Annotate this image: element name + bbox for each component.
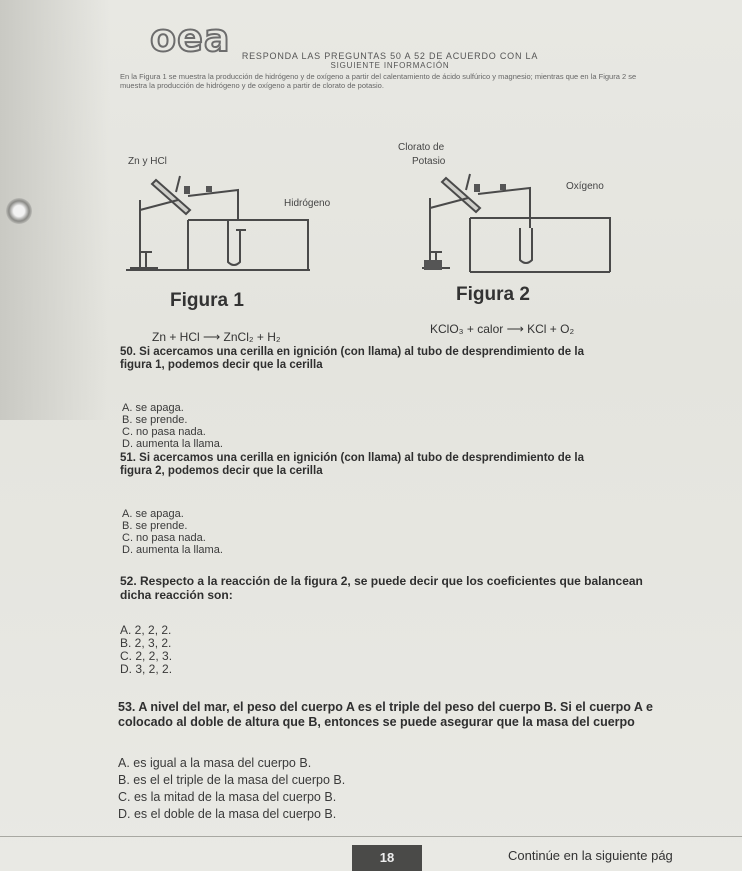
question-52-text xyxy=(120,574,643,602)
question-53-option-a: A. es igual a la masa del cuerpo B. xyxy=(118,756,312,770)
question-53-text xyxy=(118,700,653,730)
question-52-options xyxy=(120,624,172,676)
question-51-options xyxy=(122,508,223,556)
continue-note: Continúe en la siguiente pág xyxy=(508,848,673,863)
question-50-option-a: A. se apaga. xyxy=(122,402,184,414)
header-line-2: SIGUIENTE INFORMACIÓN xyxy=(330,61,450,70)
figure1-equation: Zn + HCl ⟶ ZnCl₂ + H₂ xyxy=(152,330,281,344)
question-50-options xyxy=(122,402,223,450)
question-52-option-b: B. 2, 3, 2. xyxy=(120,636,172,650)
figure1-title: Figura 1 xyxy=(170,290,244,311)
question-53-option-c: C. es la mitad de la masa del cuerpo B. xyxy=(118,790,337,804)
page-number: 18 xyxy=(352,845,422,871)
question-52-option-d: D. 3, 2, 2. xyxy=(120,662,173,676)
question-53-line-2: colocado al doble de altura que B, entonces se puede asegurar que la masa del cuerpo xyxy=(118,715,635,729)
question-51-option-b: B. se prende. xyxy=(122,520,188,532)
question-53-options xyxy=(118,756,345,821)
question-53-option-b: B. es el el triple de la masa del cuerpo B. xyxy=(118,773,346,787)
figure2-reagent-label-line1: Clorato de xyxy=(398,142,445,153)
question-51-text xyxy=(120,452,584,478)
question-53-line-1: 53. A nivel del mar, el peso del cuerpo A es el triple del peso del cuerpo B. Si el cuerpo A e xyxy=(118,700,653,714)
figure2-reagent-label-line2: Potasio xyxy=(412,156,446,167)
figure2-gas-label: Oxígeno xyxy=(566,181,604,192)
figure1-apparatus-illustration xyxy=(118,170,318,288)
question-50-line-2: figura 1, podemos decir que la cerilla xyxy=(120,359,323,371)
figure1-gas-label: Hidrógeno xyxy=(284,198,331,209)
question-52-option-c: C. 2, 2, 3. xyxy=(120,649,173,663)
question-51-option-c: C. no pasa nada. xyxy=(122,532,206,544)
question-50-text xyxy=(120,346,584,372)
question-51-option-d: D. aumenta la llama. xyxy=(122,544,223,556)
question-51-option-a: A. se apaga. xyxy=(122,508,184,520)
header-line-1: RESPONDA LAS PREGUNTAS 50 A 52 DE ACUERDO CON LA xyxy=(241,51,539,61)
intro-paragraph: En la Figura 1 se muestra la producción de hidrógeno y de oxígeno a partir del calentamiento de ácido sulfúrico y magnesio; mientras que en la Figura 2 se muestra la producción de hidrógeno y de oxígeno a partir de clorato de potasio. xyxy=(120,72,637,90)
question-50-option-d: D. aumenta la llama. xyxy=(122,438,223,450)
figure2-equation: KClO₃ + calor ⟶ KCl + O₂ xyxy=(430,322,575,336)
question-51-line-1: 51. Si acercamos una cerilla en ignición (con llama) al tubo de desprendimiento de la xyxy=(120,452,584,464)
question-50-option-b: B. se prende. xyxy=(122,414,188,426)
figure1-reagent-label: Zn y HCl xyxy=(128,156,167,167)
question-51-line-2: figura 2, podemos decir que la cerilla xyxy=(120,465,323,477)
ring-binder-hole xyxy=(6,198,32,224)
question-50-option-c: C. no pasa nada. xyxy=(122,426,206,438)
figure2-title: Figura 2 xyxy=(456,284,530,305)
question-50-line-1: 50. Si acercamos una cerilla en ignición (con llama) al tubo de desprendimiento de la xyxy=(120,346,584,358)
question-52-option-a: A. 2, 2, 2. xyxy=(120,623,172,637)
figure2-apparatus-illustration xyxy=(410,168,620,286)
question-52-line-2: dicha reacción son: xyxy=(120,588,233,602)
logo-text: oea xyxy=(150,16,231,60)
question-53-option-d: D. es el doble de la masa del cuerpo B. xyxy=(118,807,337,821)
question-52-line-1: 52. Respecto a la reacción de la figura 2, se puede decir que los coeficientes que balancean xyxy=(120,574,643,588)
section-header xyxy=(200,52,580,70)
footer-divider xyxy=(0,836,742,837)
